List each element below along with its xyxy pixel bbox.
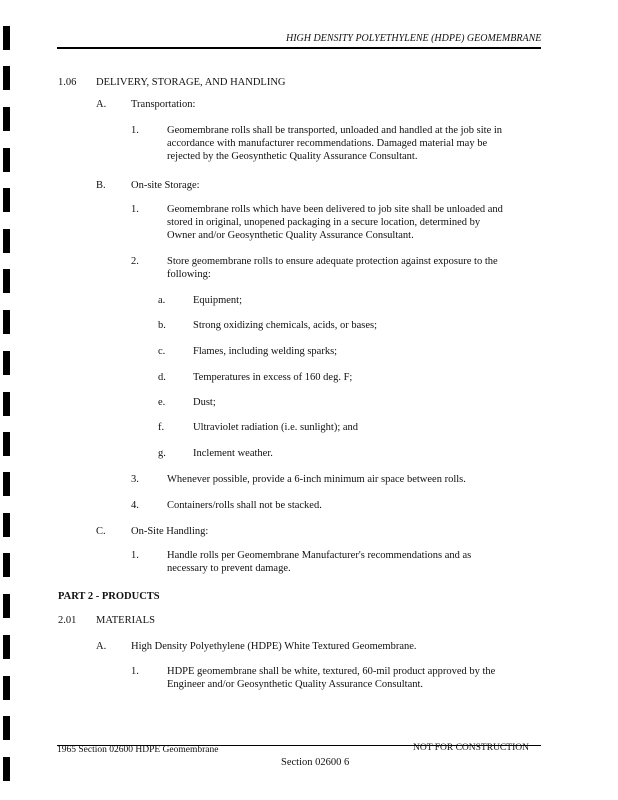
binder-mark xyxy=(3,716,10,740)
subitem-letter: a. xyxy=(158,295,166,306)
binder-mark xyxy=(3,107,10,131)
item-label: C. xyxy=(96,526,106,537)
item-number: 4. xyxy=(131,500,139,511)
subitem-text: Ultraviolet radiation (i.e. sunlight); and xyxy=(193,422,359,433)
paragraph-line: stored in original, unopened packaging in a secure location, determined by xyxy=(167,217,481,228)
binder-mark xyxy=(3,66,10,90)
subitem-letter: c. xyxy=(158,346,166,357)
item-number: 2. xyxy=(131,256,139,267)
binder-mark xyxy=(3,432,10,456)
paragraph-line: Engineer and/or Geosynthetic Quality Assurance Consultant. xyxy=(167,679,424,690)
subitem-text: Temperatures in excess of 160 deg. F; xyxy=(193,372,353,383)
section-title: DELIVERY, STORAGE, AND HANDLING xyxy=(96,77,286,88)
binder-mark xyxy=(3,269,10,293)
paragraph-line: following: xyxy=(167,269,211,280)
paragraph-line: Geomembrane rolls which have been delivered to job site shall be unloaded and xyxy=(167,204,503,215)
section-number: 2.01 xyxy=(58,615,77,626)
subitem-letter: f. xyxy=(158,422,165,433)
item-label: B. xyxy=(96,180,106,191)
subitem-text: Flames, including welding sparks; xyxy=(193,346,338,357)
binder-mark xyxy=(3,594,10,618)
item-title: On-site Storage: xyxy=(131,180,200,191)
binder-mark xyxy=(3,148,10,172)
subitem-text: Inclement weather. xyxy=(193,448,273,459)
item-label: A. xyxy=(96,641,107,652)
subitem-letter: d. xyxy=(158,372,166,383)
paragraph-line: Store geomembrane rolls to ensure adequate protection against exposure to the xyxy=(167,256,498,267)
binder-mark xyxy=(3,188,10,212)
section-title: MATERIALS xyxy=(96,615,155,626)
paragraph-line: rejected by the Geosynthetic Quality Assurance Consultant. xyxy=(167,151,418,162)
subitem-text: Equipment; xyxy=(193,295,242,306)
subitem-letter: g. xyxy=(158,448,166,459)
binder-mark xyxy=(3,310,10,334)
binder-mark xyxy=(3,513,10,537)
paragraph-line: accordance with manufacturer recommendations. Damaged material may be xyxy=(167,138,488,149)
subitem-text: Dust; xyxy=(193,397,216,408)
paragraph-line: Containers/rolls shall not be stacked. xyxy=(167,500,322,511)
paragraph-line: Handle rolls per Geomembrane Manufacturer's recommendations and as xyxy=(167,550,472,561)
header-rule xyxy=(57,47,541,49)
binder-mark xyxy=(3,392,10,416)
page-number: Section 02600 6 xyxy=(281,757,350,768)
binder-mark xyxy=(3,351,10,375)
paragraph-line: Owner and/or Geosynthetic Quality Assurance Consultant. xyxy=(167,230,414,241)
paragraph-line: necessary to prevent damage. xyxy=(167,563,291,574)
running-header: HIGH DENSITY POLYETHYLENE (HDPE) GEOMEMBRANE xyxy=(286,33,542,44)
subitem-letter: e. xyxy=(158,397,166,408)
paragraph-line: HDPE geomembrane shall be white, textured, 60-mil product approved by the xyxy=(167,666,496,677)
binder-mark xyxy=(3,229,10,253)
item-number: 1. xyxy=(131,550,139,561)
paragraph-line: Geomembrane rolls shall be transported, unloaded and handled at the job site in xyxy=(167,125,503,136)
item-title: High Density Polyethylene (HDPE) White Textured Geomembrane. xyxy=(131,641,417,652)
item-title: Transportation: xyxy=(131,99,196,110)
paragraph-line: Whenever possible, provide a 6-inch minimum air space between rolls. xyxy=(167,474,466,485)
item-number: 1. xyxy=(131,204,139,215)
binder-mark xyxy=(3,676,10,700)
binder-mark xyxy=(3,553,10,577)
subitem-text: Strong oxidizing chemicals, acids, or bases; xyxy=(193,320,378,331)
item-number: 1. xyxy=(131,666,139,677)
footer-left: 1965 Section 02600 HDPE Geomembrane xyxy=(57,745,219,755)
binder-mark xyxy=(3,757,10,781)
section-number: 1.06 xyxy=(58,77,77,88)
item-title: On-Site Handling: xyxy=(131,526,209,537)
subitem-letter: b. xyxy=(158,320,166,331)
footer-right: NOT FOR CONSTRUCTION xyxy=(413,743,529,753)
item-label: A. xyxy=(96,99,107,110)
binder-mark xyxy=(3,26,10,50)
item-number: 1. xyxy=(131,125,139,136)
binder-mark xyxy=(3,472,10,496)
binder-mark xyxy=(3,635,10,659)
item-number: 3. xyxy=(131,474,139,485)
part-heading: PART 2 - PRODUCTS xyxy=(58,591,160,602)
